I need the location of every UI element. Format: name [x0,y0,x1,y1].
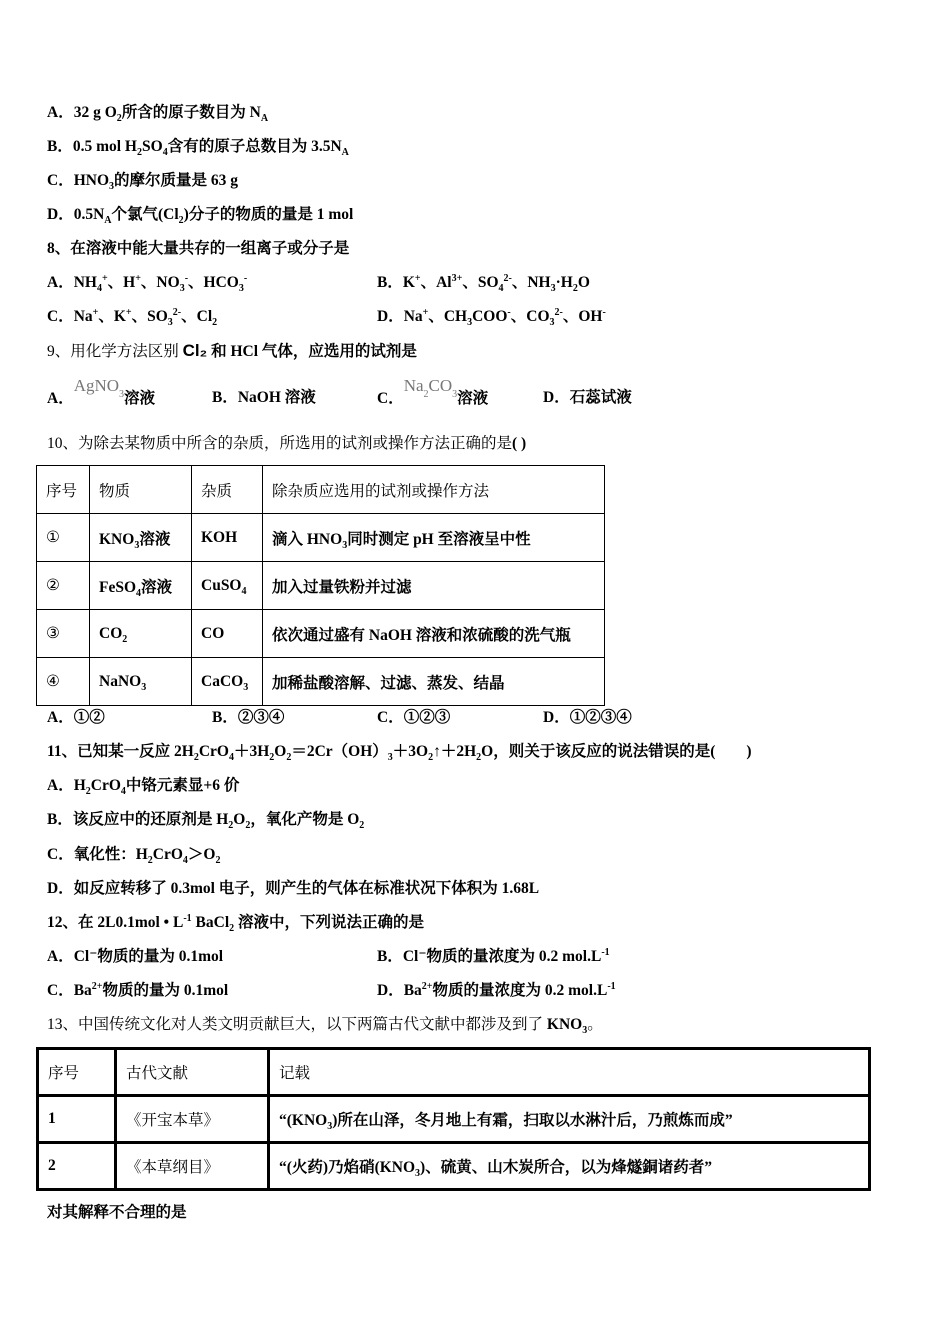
q10-option-a[interactable]: A．①② [47,709,105,726]
cell-substance: NaNO$_3$ [90,658,192,706]
q13-stem: 13、中国传统文化对人类文明贡献巨大，以下两篇古代文献中都涉及到了 $KNO_3$。 [47,1016,603,1037]
cell-record: “$(KNO_3)$所在山泽，冬月地上有霜，扫取以水淋汁后，乃煎炼而成” [269,1096,870,1143]
cell-impurity: CO [192,610,263,658]
q11-option-b[interactable]: B．该反应中的还原剂是 $H_2O_2$，氧化产物是 $O_2$ [47,811,365,832]
table-row [37,658,605,706]
cell-no: ② [37,562,90,610]
q10-table [36,465,605,706]
q12-option-a[interactable]: A．Cl⁻物质的量为 0.1mol [47,948,224,965]
q12-stem: 12、在 2L0.1mol • $L^{-1}$ BaCl$_2$ 溶液中，下列说法正确的是 [47,912,425,935]
q10-header-substance: 物质 [90,466,192,514]
q7-option-d[interactable]: D．$0.5N_A$个氯气$(Cl_2)$分子的物质的量是 1 mol [47,206,354,227]
q10-option-b[interactable]: B．②③④ [212,709,285,726]
table-row [38,1096,870,1143]
q7-option-a[interactable]: A．32 g $O_2$所含的原子数目为 $N_A$ [47,104,269,125]
cell-impurity: CaCO$_3$ [192,658,263,706]
cell-method: 滴入 $HNO_3$同时测定 pH 至溶液呈中性 [263,514,605,562]
cell-method: 加稀盐酸溶解、过滤、蒸发、结晶 [263,658,605,706]
q12-option-d[interactable]: D．$Ba^{2+}$物质的量浓度为 0.2 $mol.L^{-1}$ [377,980,616,999]
cell-method: 加入过量铁粉并过滤 [263,562,605,610]
q11-stem: 11、已知某一反应 $2H_2CrO_4+3H_2O_2=2Cr(OH)_3+3O_2↑+2H_2O$，则关于该反应的说法错误的是( ) [47,743,752,764]
cell-substance: $CO_2$ [90,610,192,658]
q13-table [36,1047,871,1191]
table-row [37,514,605,562]
q8-stem: 8、在溶液中能大量共存的一组离子或分子是 [47,240,350,257]
cell-impurity: CuSO$_4$ [192,562,263,610]
q11-option-d[interactable]: D．如反应转移了 0.3mol 电子，则产生的气体在标准状况下体积为 1.68L [47,880,540,897]
q7-option-c[interactable]: C．$HNO_3$的摩尔质量是 63 g [47,172,239,193]
q10-header-method: 除杂质应选用的试剂或操作方法 [263,466,605,514]
q8-option-a[interactable]: A．$NH_4^+$、H+、$NO_3^-$、$HCO_3^-$ [47,272,248,295]
q13-header-record: 记载 [269,1049,870,1096]
q10-header-impurity: 杂质 [192,466,263,514]
table-row [37,610,605,658]
q11-option-a[interactable]: A．$H_2CrO_4$中铬元素显+6 价 [47,777,240,798]
q13-header-no: 序号 [38,1049,116,1096]
cell-no: ④ [37,658,90,706]
q11-option-c[interactable]: C．氧化性：$H_2CrO_4>O_2$ [47,846,221,867]
cell-no: 1 [38,1096,116,1143]
q10-stem: 10、为除去某物质中所含的杂质，所选用的试剂或操作方法正确的是( ) [47,435,527,452]
cell-substance: FeSO$_4$溶液 [90,562,192,610]
cell-book: 《本草纲目》 [116,1143,269,1190]
q9-option-a[interactable]: A．AgNO$_3$溶液 [47,376,156,407]
q9-options [47,376,927,416]
q8-option-d[interactable]: D．Na+、$CH_3COO^-$、$CO_3^{2-}$、OH- [377,306,606,329]
q9-option-b[interactable]: B．NaOH 溶液 [212,389,316,406]
q10-option-d[interactable]: D．①②③④ [543,709,632,726]
q7-option-b[interactable]: B．0.5 mol $H_2SO_4$含有的原子总数目为 $3.5N_A$ [47,138,349,159]
q12-option-c[interactable]: C．$Ba^{2+}$物质的量为 0.1mol [47,980,229,999]
cell-no: ① [37,514,90,562]
table-row [38,1143,870,1190]
q10-option-c[interactable]: C．①②③ [377,709,451,726]
q8-option-c[interactable]: C．Na+、K+、$SO_3^{2-}$、$Cl_2$ [47,306,218,329]
q10-header-no: 序号 [37,466,90,514]
cell-substance: $KNO_3$溶液 [90,514,192,562]
q13-tail: 对其解释不合理的是 [47,1204,187,1221]
q13-header-book: 古代文献 [116,1049,269,1096]
q9-stem: 9、用化学方法区别 Cl₂ 和 HCl 气体，应选用的试剂是 [47,341,417,360]
cell-impurity: KOH [192,514,263,562]
table-row [37,562,605,610]
q9-option-c[interactable]: C．$Na_2CO_3$溶液 [377,376,489,407]
cell-method: 依次通过盛有 NaOH 溶液和浓硫酸的洗气瓶 [263,610,605,658]
cell-record: “(火药)乃焰硝$(KNO_3)$、硫黄、山木炭所合，以为烽燧銅诸药者” [269,1143,870,1190]
cell-book: 《开宝本草》 [116,1096,269,1143]
q9-option-d[interactable]: D．石蕊试液 [543,389,632,406]
cell-no: 2 [38,1143,116,1190]
cell-no: ③ [37,610,90,658]
q8-option-b[interactable]: B．K+、$Al^{3+}$、$SO_4^{2-}$、$NH_3\cdot H_2O$ [377,272,590,295]
q12-option-b[interactable]: B．Cl⁻物质的量浓度为 0.2 $mol.L^{-1}$ [377,946,610,965]
